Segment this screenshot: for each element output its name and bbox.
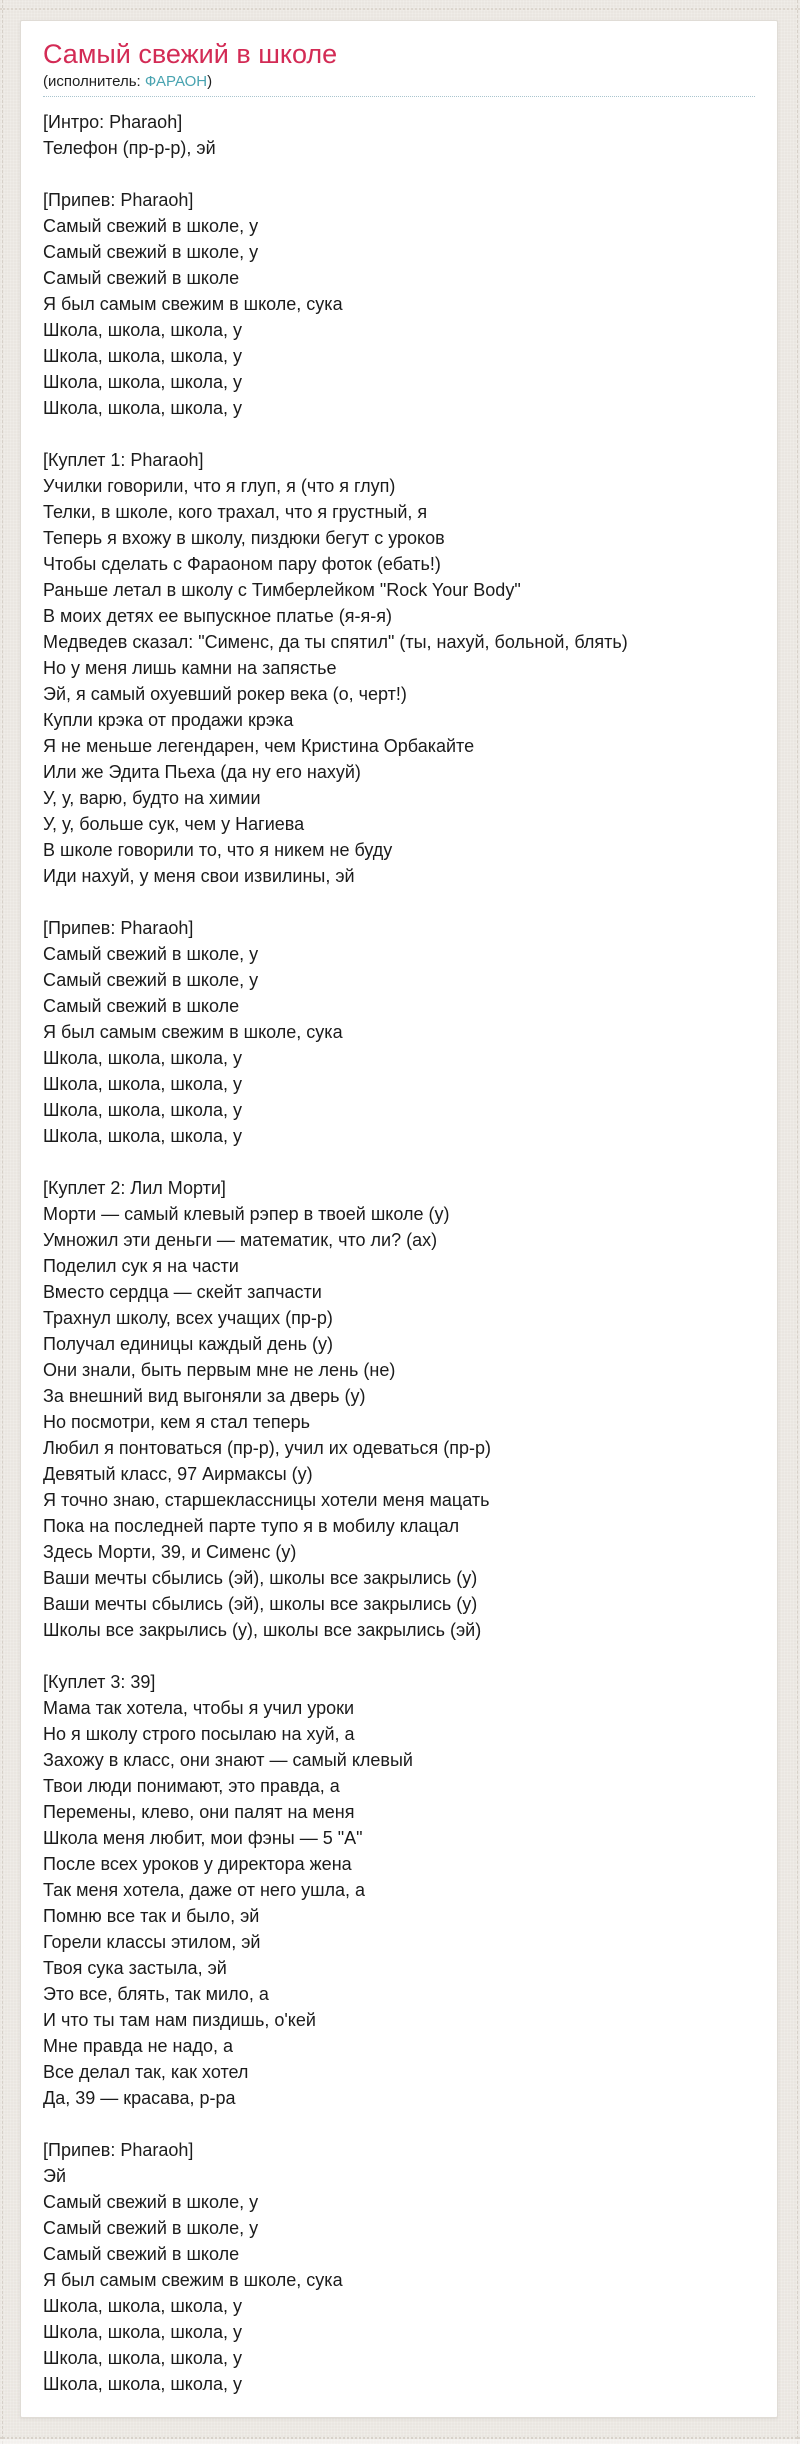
lyric-line: Самый свежий в школе, у xyxy=(43,970,259,990)
lyric-section xyxy=(43,915,755,1149)
lyric-line: Школа, школа, школа, у xyxy=(43,2296,243,2316)
lyric-line: Раньше летал в школу с Тимберлейком "Rock Your Body" xyxy=(43,580,521,600)
lyric-line: Иди нахуй, у меня свои извилины, эй xyxy=(43,866,355,886)
lyric-line: И что ты там нам пиздишь, о'кей xyxy=(43,2010,316,2030)
lyric-line: Морти — самый клевый рэпер в твоей школе (у) xyxy=(43,1204,450,1224)
lyric-line: [Припев: Pharaoh] xyxy=(43,918,194,938)
lyric-line: Школа, школа, школа, у xyxy=(43,398,243,418)
lyric-line: Так меня хотела, даже от него ушла, а xyxy=(43,1880,366,1900)
lyric-line: Все делал так, как хотел xyxy=(43,2062,249,2082)
lyric-line: Я был самым свежим в школе, сука xyxy=(43,294,343,314)
page-title: Самый свежий в школе xyxy=(43,39,338,69)
lyric-line: [Куплет 3: 39] xyxy=(43,1672,156,1692)
lyric-line: Но у меня лишь камни на запястье xyxy=(43,658,337,678)
lyric-line: Самый свежий в школе, у xyxy=(43,242,259,262)
lyric-section xyxy=(43,187,755,421)
lyric-line: [Припев: Pharaoh] xyxy=(43,2140,194,2160)
lyric-line: Трахнул школу, всех учащих (пр-р) xyxy=(43,1308,333,1328)
lyric-line: Горели классы этилом, эй xyxy=(43,1932,261,1952)
lyric-line: Школа, школа, школа, у xyxy=(43,2374,243,2394)
lyric-line: Перемены, клево, они палят на меня xyxy=(43,1802,355,1822)
lyric-line: Самый свежий в школе xyxy=(43,2244,240,2264)
artist-line xyxy=(43,71,755,92)
artist-link[interactable]: ФАРАОН xyxy=(144,73,208,90)
lyric-line: [Куплет 2: Лил Морти] xyxy=(43,1178,226,1198)
lyric-section xyxy=(43,2137,755,2397)
lyric-line: Школа меня любит, мои фэны — 5 "А" xyxy=(43,1828,363,1848)
lyric-line: Школа, школа, школа, у xyxy=(43,320,243,340)
lyric-line: Училки говорили, что я глуп, я (что я глуп) xyxy=(43,476,396,496)
lyric-section xyxy=(43,447,755,889)
lyric-line: Самый свежий в школе, у xyxy=(43,2218,259,2238)
lyric-line: Самый свежий в школе xyxy=(43,996,240,1016)
dotted-divider xyxy=(43,96,755,97)
lyric-line: Школа, школа, школа, у xyxy=(43,1100,243,1120)
lyric-line: Любил я понтоваться (пр-р), учил их одеваться (пр-р) xyxy=(43,1438,491,1458)
lyric-line: Самый свежий в школе, у xyxy=(43,2192,259,2212)
lyric-line: Самый свежий в школе, у xyxy=(43,216,259,236)
lyric-line: Помню все так и было, эй xyxy=(43,1906,260,1926)
lyric-line: Вместо сердца — скейт запчасти xyxy=(43,1282,322,1302)
lyric-line: Да, 39 — красава, р-ра xyxy=(43,2088,236,2108)
lyric-line: Телефон (пр-р-р), эй xyxy=(43,138,216,158)
lyric-line: Я был самым свежим в школе, сука xyxy=(43,1022,343,1042)
lyric-line: Школа, школа, школа, у xyxy=(43,1048,243,1068)
lyric-line: Чтобы сделать с Фараоном пару фоток (ебать!) xyxy=(43,554,441,574)
lyric-line: Я не меньше легендарен, чем Кристина Орбакайте xyxy=(43,736,475,756)
lyric-line: Но посмотри, кем я стал теперь xyxy=(43,1412,311,1432)
lyric-line: Школа, школа, школа, у xyxy=(43,1126,243,1146)
lyric-line: Ваши мечты сбылись (эй), школы все закрылись (у) xyxy=(43,1594,478,1614)
right-stitch-line xyxy=(797,0,798,2444)
lyric-line: Умножил эти деньги — математик, что ли? (ах) xyxy=(43,1230,438,1250)
lyric-line: Купли крэка от продажи крэка xyxy=(43,710,294,730)
lyric-line: Девятый класс, 97 Аирмаксы (у) xyxy=(43,1464,313,1484)
lyric-line: Твои люди понимают, это правда, а xyxy=(43,1776,340,1796)
lyric-line: [Куплет 1: Pharaoh] xyxy=(43,450,204,470)
lyrics xyxy=(43,109,755,2397)
lyric-line: В школе говорили то, что я никем не буду xyxy=(43,840,393,860)
lyric-line: Твоя сука застыла, эй xyxy=(43,1958,227,1978)
lyric-line: Захожу в класс, они знают — самый клевый xyxy=(43,1750,413,1770)
lyric-line: Школа, школа, школа, у xyxy=(43,2322,243,2342)
lyric-line: Самый свежий в школе xyxy=(43,268,240,288)
lyric-section xyxy=(43,109,755,161)
lyric-line: Школа, школа, школа, у xyxy=(43,372,243,392)
bottom-strip xyxy=(0,2439,800,2444)
left-stitch-line xyxy=(2,0,3,2444)
lyric-line: Школа, школа, школа, у xyxy=(43,346,243,366)
lyric-line: Эй, я самый охуевший рокер века (о, черт!) xyxy=(43,684,407,704)
lyric-line: Школа, школа, школа, у xyxy=(43,1074,243,1094)
lyric-section xyxy=(43,1175,755,1643)
lyric-line: Это все, блять, так мило, а xyxy=(43,1984,269,2004)
lyric-line: Мне правда не надо, а xyxy=(43,2036,234,2056)
lyric-line: Пока на последней парте тупо я в мобилу клацал xyxy=(43,1516,460,1536)
lyric-line: Я точно знаю, старшеклассницы хотели меня мацать xyxy=(43,1490,490,1510)
lyric-line: За внешний вид выгоняли за дверь (у) xyxy=(43,1386,366,1406)
lyric-line: [Припев: Pharaoh] xyxy=(43,190,194,210)
lyric-line: Самый свежий в школе, у xyxy=(43,944,259,964)
lyric-line: Поделил сук я на части xyxy=(43,1256,239,1276)
lyric-line: У, у, варю, будто на химии xyxy=(43,788,261,808)
lyric-section xyxy=(43,1669,755,2111)
artist-suffix: ) xyxy=(207,73,213,90)
lyrics-card xyxy=(20,20,778,2418)
lyric-line: Получал единицы каждый день (у) xyxy=(43,1334,334,1354)
lyric-line: Медведев сказал: "Сименс, да ты спятил" (ты, нахуй, больной, блять) xyxy=(43,632,628,652)
lyric-line: В моих детях ее выпускное платье (я-я-я) xyxy=(43,606,392,626)
lyric-line: [Интро: Pharaoh] xyxy=(43,112,183,132)
lyric-line: Школы все закрылись (у), школы все закрылись (эй) xyxy=(43,1620,482,1640)
lyric-line: Но я школу строго посылаю на хуй, а xyxy=(43,1724,355,1744)
artist-prefix: (исполнитель: xyxy=(43,73,145,90)
lyric-line: Теперь я вхожу в школу, пиздюки бегут с уроков xyxy=(43,528,445,548)
lyric-line: Телки, в школе, кого трахал, что я грустный, я xyxy=(43,502,428,522)
lyric-line: Они знали, быть первым мне не лень (не) xyxy=(43,1360,396,1380)
lyric-line: Или же Эдита Пьеха (да ну его нахуй) xyxy=(43,762,361,782)
lyric-line: Эй xyxy=(43,2166,66,2186)
lyric-line: Я был самым свежим в школе, сука xyxy=(43,2270,343,2290)
lyric-line: Школа, школа, школа, у xyxy=(43,2348,243,2368)
lyric-line: Мама так хотела, чтобы я учил уроки xyxy=(43,1698,355,1718)
lyric-line: У, у, больше сук, чем у Нагиева xyxy=(43,814,305,834)
lyric-line: После всех уроков у директора жена xyxy=(43,1854,352,1874)
lyric-line: Ваши мечты сбылись (эй), школы все закрылись (у) xyxy=(43,1568,478,1588)
lyric-line: Здесь Морти, 39, и Сименс (у) xyxy=(43,1542,297,1562)
top-stitch-line xyxy=(0,8,800,10)
